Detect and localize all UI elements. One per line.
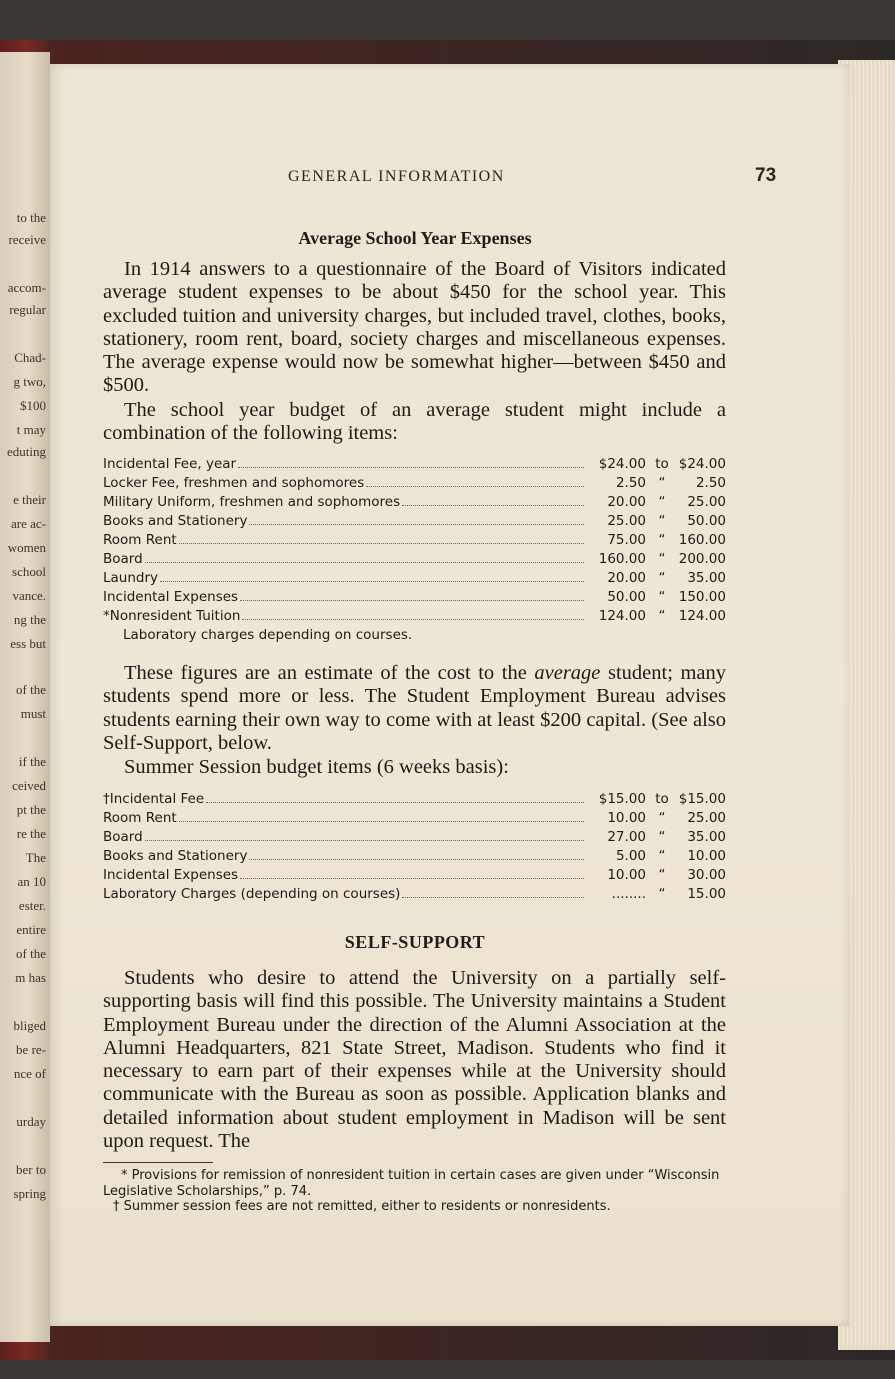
dot-leader [249, 524, 584, 525]
facing-page-fragment: ess but [10, 636, 46, 651]
dot-leader [160, 581, 584, 582]
table-row [103, 791, 726, 810]
dot-leader [240, 878, 584, 879]
facing-page-fragment: regular [9, 302, 46, 317]
amount-to: 150.00 [678, 589, 726, 605]
range-separator: to [655, 791, 669, 807]
dot-leader [402, 505, 584, 506]
dot-leader [179, 821, 584, 822]
amount-to: $15.00 [678, 791, 726, 807]
amount-to: 10.00 [687, 848, 726, 864]
table-row [103, 475, 726, 494]
range-separator: to [655, 456, 669, 472]
amount-from: 20.00 [607, 494, 646, 510]
amount-from: 10.00 [607, 810, 646, 826]
budget-intro-paragraph: The school year budget of an average student might include a combination of the following items: [103, 399, 726, 445]
facing-page-fragment: receive [8, 232, 46, 247]
dot-leader [402, 897, 584, 898]
facing-page-fragment: be re- [16, 1042, 46, 1057]
table-row [103, 494, 726, 513]
item-label: Incidental Fee, year [103, 456, 237, 472]
range-separator: “ [658, 551, 666, 567]
table-row [103, 848, 726, 867]
table-row [103, 886, 726, 905]
estimate-text-start: These figures are an estimate of the cost to the [124, 662, 535, 684]
dot-leader [206, 802, 584, 803]
facing-page-fragment: Chad- [14, 350, 46, 365]
item-label: Laboratory Charges (depending on courses) [103, 886, 401, 902]
dot-leader [179, 543, 584, 544]
facing-page-fragment: of the [16, 946, 46, 961]
item-label: Board [103, 551, 143, 567]
facing-page-fragment: The [25, 850, 46, 865]
facing-page-fragment: are ac- [11, 516, 46, 531]
dot-leader [145, 840, 584, 841]
amount-to: $24.00 [678, 456, 726, 472]
dot-leader [242, 619, 584, 620]
amount-to: 35.00 [687, 570, 726, 586]
facing-page-fragment: ceived [12, 778, 46, 793]
facing-page-fragment: g two, [13, 374, 46, 389]
footnotes [103, 1168, 726, 1215]
footnote-summer-fees: † Summer session fees are not remitted, either to residents or nonresidents. [113, 1199, 611, 1214]
facing-page-fragment: m has [15, 970, 46, 985]
range-separator: “ [658, 848, 666, 864]
amount-to: 124.00 [678, 608, 726, 624]
facing-page-fragment: ber to [16, 1162, 46, 1177]
item-label: Books and Stationery [103, 513, 248, 529]
dot-leader [238, 467, 584, 468]
item-label: Room Rent [103, 810, 177, 826]
facing-page-fragment: must [20, 706, 46, 721]
amount-to: 200.00 [678, 551, 726, 567]
amount-to: 25.00 [687, 494, 726, 510]
emphasis-average: average [534, 662, 601, 684]
facing-page-fragment: of the [16, 682, 46, 697]
item-label: Board [103, 829, 143, 845]
dot-leader [145, 562, 584, 563]
item-label: Locker Fee, freshmen and sophomores [103, 475, 365, 491]
range-separator: “ [658, 810, 666, 826]
item-label: Incidental Expenses [103, 867, 239, 883]
facing-page-fragment: ng the [13, 612, 46, 627]
amount-to: 2.50 [695, 475, 726, 491]
facing-page-fragment: accom- [7, 280, 46, 295]
facing-page-fragment: ester. [18, 898, 46, 913]
section-title-self-support: SELF-SUPPORT [344, 932, 486, 952]
table-row [103, 829, 726, 848]
amount-to: 15.00 [687, 886, 726, 902]
facing-page-fragment: vance. [12, 588, 46, 603]
amount-from: 75.00 [607, 532, 646, 548]
item-label: Laundry [103, 570, 159, 586]
facing-page-fragment: e their [13, 492, 46, 507]
range-separator: “ [658, 589, 666, 605]
range-separator: “ [658, 867, 666, 883]
table-row [103, 570, 726, 589]
laboratory-note: Laboratory charges depending on courses. [123, 627, 413, 643]
summer-intro-paragraph: Summer Session budget items (6 weeks basis): [124, 756, 509, 778]
facing-page-fragment: t may [16, 422, 46, 437]
facing-page-fragment: spring [13, 1186, 46, 1201]
table-row [103, 513, 726, 532]
amount-from: 5.00 [615, 848, 646, 864]
item-label: Room Rent [103, 532, 177, 548]
table-row [103, 608, 726, 627]
self-support-paragraph: Students who desire to attend the University on a partially self-supporting basis will find this possible. The University maintains a Student Employment Bureau under the direction of the Alumni Association at the Alumni Headquarters, 821 State Street, Madison. Students who find it necessary to earn part of their expenses while at the University should communicate with the Bureau as soon as possible. Application blanks and detailed information about student employment in Madison will be sent upon request. The [103, 967, 726, 1153]
facing-page-fragment: bliged [13, 1018, 46, 1033]
item-label: †Incidental Fee [103, 791, 205, 807]
dot-leader [240, 600, 584, 601]
amount-to: 25.00 [687, 810, 726, 826]
amount-to: 30.00 [687, 867, 726, 883]
facing-page-fragment: an 10 [17, 874, 46, 889]
table-row [103, 456, 726, 475]
amount-to: 160.00 [678, 532, 726, 548]
amount-from: 50.00 [607, 589, 646, 605]
summer-session-budget-table [103, 791, 726, 905]
table-row [103, 532, 726, 551]
school-year-budget-table [103, 456, 726, 646]
facing-page-edge [0, 52, 50, 1342]
estimate-paragraph [103, 662, 726, 755]
amount-from: 2.50 [615, 475, 646, 491]
range-separator: “ [658, 475, 666, 491]
footnote-nonresident-tuition: * Provisions for remission of nonresident tuition in certain cases are given under “Wisconsin Legislative Scholarships,” p. 74. [103, 1168, 720, 1199]
footnote-rule [103, 1162, 213, 1163]
table-row [103, 810, 726, 829]
amount-from: 160.00 [598, 551, 646, 567]
range-separator: “ [658, 608, 666, 624]
item-label: Incidental Expenses [103, 589, 239, 605]
amount-to: 50.00 [687, 513, 726, 529]
amount-from: ........ [611, 886, 646, 902]
page-number: 73 [755, 165, 777, 186]
facing-page-fragment: re the [16, 826, 46, 841]
amount-from: 20.00 [607, 570, 646, 586]
amount-from: 25.00 [607, 513, 646, 529]
range-separator: “ [658, 829, 666, 845]
facing-page-fragment: entire [16, 922, 46, 937]
facing-page-fragment: pt the [16, 802, 46, 817]
item-label: Books and Stationery [103, 848, 248, 864]
range-separator: “ [658, 886, 666, 902]
item-label: Military Uniform, freshmen and sophomores [103, 494, 401, 510]
range-separator: “ [658, 570, 666, 586]
item-label: *Nonresident Tuition [103, 608, 241, 624]
facing-page-fragment: women [7, 540, 46, 555]
facing-page-fragment: $100 [20, 398, 46, 413]
amount-from: $15.00 [598, 791, 646, 807]
running-head: GENERAL INFORMATION [288, 168, 505, 185]
amount-from: 124.00 [598, 608, 646, 624]
facing-page-fragment: nce of [13, 1066, 46, 1081]
facing-page-fragment: eduting [7, 444, 46, 459]
section-title-average-expenses: Average School Year Expenses [298, 228, 532, 248]
amount-from: 27.00 [607, 829, 646, 845]
dot-leader [366, 486, 584, 487]
intro-paragraph: In 1914 answers to a questionnaire of the Board of Visitors indicated average student expenses to be about $450 for the school year. This excluded tuition and university charges, but included travel, clothes, books, stationery, room rent, board, society charges and miscellaneous expenses. The average expense would now be somewhat higher—between $450 and $500. [103, 258, 726, 397]
facing-page-fragment: urday [16, 1114, 46, 1129]
range-separator: “ [658, 513, 666, 529]
dot-leader [249, 859, 584, 860]
range-separator: “ [658, 532, 666, 548]
amount-to: 35.00 [687, 829, 726, 845]
book-page [50, 64, 850, 1326]
facing-page-fragment: to the [16, 210, 46, 225]
amount-from: 10.00 [607, 867, 646, 883]
range-separator: “ [658, 494, 666, 510]
table-row [103, 589, 726, 608]
table-row [103, 867, 726, 886]
amount-from: $24.00 [598, 456, 646, 472]
estimate-text-end: student; many students spend more or less. The Student Employment Bureau advises students earning their own way to come with at least $200 capital. (See also Self-Support, below. [103, 662, 726, 754]
facing-page-fragment: school [12, 564, 46, 579]
table-row [103, 551, 726, 570]
facing-page-fragment: if the [18, 754, 46, 769]
